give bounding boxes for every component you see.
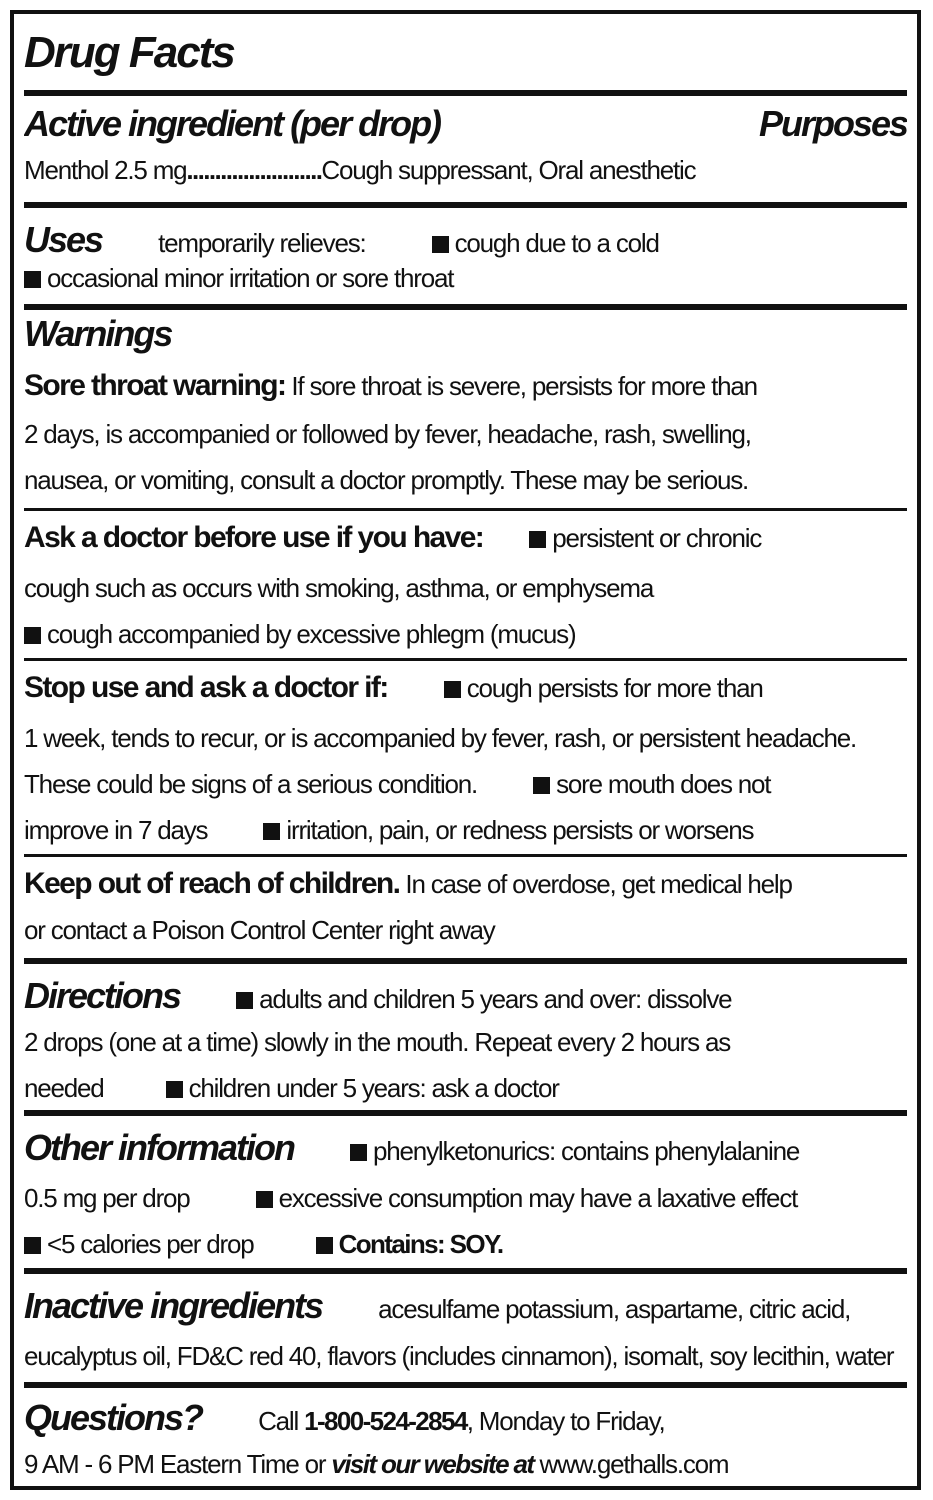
sore-throat-line-2: 2 days, is accompanied or followed by fever, headache, rash, swelling,: [24, 419, 751, 449]
ask-doctor-section: [24, 514, 907, 656]
active-ingredient-heading: Active ingredient (per drop) Purposes: [24, 103, 907, 144]
drug-facts-title: Drug Facts: [24, 28, 234, 77]
divider: [24, 854, 907, 857]
questions-heading: Questions?: [24, 1397, 203, 1438]
uses-item: cough due to a cold: [432, 228, 659, 258]
bullet-square-icon: [432, 236, 449, 253]
bullet-square-icon: [529, 531, 546, 548]
bullet-square-icon: [533, 777, 550, 794]
uses-section: [24, 210, 907, 300]
bullet-square-icon: [24, 1237, 41, 1254]
inactive-row-2: eucalyptus oil, FD&C red 40, flavors (includes cinnamon), isomalt, soy lecithin, water: [24, 1341, 894, 1371]
keep-out-row-1: Keep out of reach of children. In case of overdose, get medical help: [24, 867, 792, 900]
dot-leader: ........................: [186, 155, 322, 185]
directions-heading: Directions: [24, 975, 181, 1016]
divider: [24, 1110, 907, 1116]
visit-website-text: visit our website at: [331, 1449, 534, 1479]
divider: [24, 1268, 907, 1274]
bullet-square-icon: [166, 1081, 183, 1098]
sore-throat-label: Sore throat warning:: [24, 369, 286, 402]
uses-row-1: [24, 218, 907, 262]
stop-use-row-1: Stop use and ask a doctor if: cough persists for more than: [24, 671, 763, 704]
other-information-section: [24, 1118, 907, 1266]
stop-use-label: Stop use and ask a doctor if:: [24, 671, 388, 704]
other-row-3: <5 calories per drop Contains: SOY.: [24, 1228, 907, 1260]
ingredient-purpose: Cough suppressant, Oral anesthetic: [321, 155, 696, 185]
sore-throat-line-1: Sore throat warning: If sore throat is severe, persists for more than: [24, 369, 757, 402]
directions-row-3: needed children under 5 years: ask a doctor: [24, 1073, 559, 1103]
inactive-row-1: Inactive ingredients acesulfame potassium, aspartame, citric acid,: [24, 1285, 851, 1326]
bullet-square-icon: [24, 271, 41, 288]
other-row-1: Other information phenylketonurics: contains phenylalanine: [24, 1127, 800, 1168]
bullet-square-icon: [350, 1144, 367, 1161]
directions-section: [24, 966, 907, 1110]
directions-row-1: Directions adults and children 5 years and over: dissolve: [24, 975, 732, 1016]
ask-doctor-row-1: Ask a doctor before use if you have: persistent or chronic: [24, 521, 762, 554]
bullet-square-icon: [263, 823, 280, 840]
bullet-square-icon: [256, 1191, 273, 1208]
divider: [24, 1382, 907, 1388]
divider: [24, 958, 907, 964]
bullet-square-icon: [444, 681, 461, 698]
stop-use-row-2: 1 week, tends to recur, or is accompanied by fever, rash, or persistent headache.: [24, 723, 857, 753]
divider: [24, 202, 907, 208]
uses-heading: Uses: [24, 219, 103, 260]
stop-use-row-3: These could be signs of a serious condition. sore mouth does not: [24, 769, 771, 799]
ingredient-name: Menthol 2.5 mg: [24, 155, 187, 185]
contains-soy: Contains: SOY.: [338, 1229, 503, 1259]
divider: [24, 658, 907, 661]
warnings-heading: Warnings: [24, 313, 172, 354]
keep-out-row-2: or contact a Poison Control Center right away: [24, 915, 495, 945]
questions-row-1: Questions? Call 1-800-524-2854, Monday to Friday,: [24, 1397, 665, 1438]
active-ingredient-row: [24, 154, 907, 186]
purposes-heading: Purposes: [758, 103, 907, 144]
warnings-section: [24, 312, 907, 506]
bullet-square-icon: [316, 1237, 333, 1254]
uses-item: occasional minor irritation or sore throat: [24, 262, 907, 294]
drug-facts-panel: [10, 10, 921, 1490]
ask-doctor-row-3: cough accompanied by excessive phlegm (mucus): [24, 618, 907, 650]
inactive-ingredients-section: [24, 1276, 907, 1380]
website-link[interactable]: www.gethalls.com: [539, 1449, 729, 1479]
bullet-square-icon: [24, 627, 41, 644]
divider: [24, 304, 907, 310]
other-information-heading: Other information: [24, 1127, 294, 1168]
ask-doctor-label: Ask a doctor before use if you have:: [24, 521, 484, 554]
other-row-2: 0.5 mg per drop excessive consumption may have a laxative effect: [24, 1183, 798, 1213]
inactive-ingredients-heading: Inactive ingredients: [24, 1285, 323, 1326]
uses-intro: temporarily relieves:: [158, 228, 366, 258]
keep-out-label: Keep out of reach of children.: [24, 867, 400, 900]
ask-doctor-row-2: cough such as occurs with smoking, asthma, or emphysema: [24, 573, 654, 603]
questions-section: [24, 1390, 907, 1486]
directions-row-2: 2 drops (one at a time) slowly in the mouth. Repeat every 2 hours as: [24, 1027, 731, 1057]
keep-out-section: [24, 860, 907, 956]
phone-number[interactable]: 1-800-524-2854: [304, 1406, 467, 1436]
drug-facts-title-section: [24, 22, 907, 84]
bullet-square-icon: [236, 992, 253, 1009]
divider: [24, 508, 907, 511]
stop-use-row-4: improve in 7 days irritation, pain, or redness persists or worsens: [24, 815, 754, 845]
sore-throat-line-3: nausea, or vomiting, consult a doctor promptly. These may be serious.: [24, 465, 749, 495]
divider: [24, 90, 907, 96]
active-ingredient-section: [24, 98, 907, 198]
stop-use-section: [24, 664, 907, 854]
questions-row-2: 9 AM - 6 PM Eastern Time or visit our website at www.gethalls.com: [24, 1449, 729, 1479]
